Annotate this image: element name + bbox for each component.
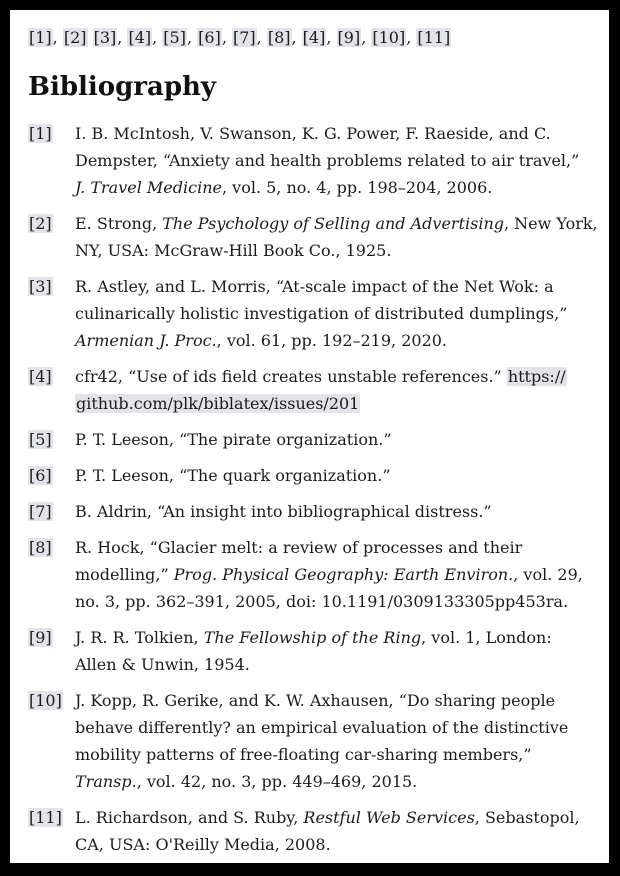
bibliography-entry [28,363,595,417]
entry-label [28,804,75,858]
entry-line [75,300,595,327]
bibliography-heading: Bibliography [28,72,217,102]
entry-label [28,120,75,201]
text-segment: J. R. R. Tolkien, [75,628,204,647]
text-segment: modelling,” [75,565,174,584]
text-segment: , Sebastopol, [474,808,580,827]
entry-label [28,687,75,795]
entry-label [28,498,75,525]
entry-label [28,462,75,489]
entry-text [75,426,595,453]
text-segment: I. B. McIntosh, V. Swanson, K. G. Power, F. Raeside, and C. [75,124,551,143]
citation-separator: , [152,28,163,47]
text-segment: E. Strong, [75,214,163,233]
entry-line [75,147,595,174]
text-segment: Transp. [75,772,137,791]
entry-line [75,588,595,615]
text-segment: mobility patterns of free-floating car-sharing members,” [75,745,532,764]
citation-separator: , [326,28,337,47]
entry-line [75,237,598,264]
entry-text [75,120,595,201]
entry-line [75,462,595,489]
citation-link[interactable]: [9] [337,28,361,47]
entry-line [75,327,595,354]
text-segment: L. Richardson, and S. Ruby, [75,808,304,827]
entry-label [28,624,75,678]
entry-label [28,210,75,264]
entry-text [75,273,595,354]
entry-line [75,363,595,390]
entry-number-link[interactable]: [6] [29,466,52,485]
citation-link[interactable]: [8] [267,28,291,47]
text-segment: The Fellowship of the Ring [203,628,422,647]
citation-separator: , [291,28,302,47]
entry-number-link[interactable]: [5] [29,430,52,449]
citation-link[interactable]: [2] [63,28,87,47]
entry-line [75,120,595,147]
bibliography-entry [28,210,598,264]
entry-line [75,768,595,795]
text-segment: cfr42, “Use of ids field creates unstable references.” [75,367,507,386]
text-segment: B. Aldrin, “An insight into bibliographical distress.” [75,502,492,521]
entry-line [75,210,598,237]
entry-line [75,714,595,741]
bibliography-entry [28,687,595,795]
text-segment: Allen & Unwin, 1954. [75,655,250,674]
citation-link[interactable]: [3] [93,28,117,47]
entry-number-link[interactable]: [2] [29,214,52,233]
text-segment: , vol. 29, [513,565,583,584]
entry-line [75,534,595,561]
text-segment: J. Kopp, R. Gerike, and K. W. Axhausen, “Do sharing people [75,691,556,710]
text-segment: Dempster, “Anxiety and health problems related to air travel,” [75,151,580,170]
bibliography-entry [28,426,595,453]
bibliography-entry [28,120,595,201]
entry-line [75,741,595,768]
bibliography-list [28,120,598,858]
entry-number-link[interactable]: [10] [29,691,62,710]
entry-label [28,426,75,453]
citation-link[interactable]: [11] [417,28,451,47]
entry-label [28,534,75,615]
entry-line [75,561,595,588]
citation-separator: , [221,28,232,47]
text-segment: no. 3, pp. 362–391, 2005, doi: 10.1191/0309133305pp453ra. [75,592,569,611]
text-segment: Restful Web Services [303,808,475,827]
bibliography-entry [28,534,595,615]
external-link[interactable]: https:// [507,367,566,386]
entry-text [75,210,598,264]
text-segment: , vol. 5, no. 4, pp. 198–204, 2006. [221,178,493,197]
citation-separator [88,28,93,47]
document-page [10,10,609,863]
text-segment: R. Hock, “Glacier melt: a review of processes and their [75,538,523,557]
citation-link[interactable]: [7] [232,28,256,47]
entry-number-link[interactable]: [4] [29,367,52,386]
text-segment: The Psychology of Selling and Advertising [162,214,504,233]
entry-text [75,498,595,525]
entry-line [75,273,595,300]
entry-number-link[interactable]: [11] [29,808,62,827]
entry-line [75,390,595,417]
text-segment: , New York, [503,214,598,233]
citation-separator: , [52,28,63,47]
text-segment: J. Travel Medicine [75,178,222,197]
entry-line [75,498,595,525]
entry-text [75,363,595,417]
text-segment: , vol. 1, London: [421,628,552,647]
citation-separator: , [186,28,198,47]
bibliography-entry [28,462,595,489]
bibliography-entry [28,624,595,678]
bibliography-entry [28,273,595,354]
citation-link[interactable]: [10] [372,28,406,47]
entry-line [75,804,595,831]
citation-link[interactable]: [4] [302,28,326,47]
text-segment: behave differently? an empirical evaluation of the distinctive [75,718,569,737]
entry-line [75,831,595,858]
entry-line [75,426,595,453]
entry-number-link[interactable]: [3] [29,277,52,296]
entry-text [75,687,595,795]
entry-label [28,273,75,354]
citation-line [28,28,595,48]
text-segment: NY, USA: McGraw-Hill Book Co., 1925. [75,241,392,260]
entry-number-link[interactable]: [7] [29,502,52,521]
entry-number-link[interactable]: [8] [29,538,52,557]
citation-separator: , [117,28,128,47]
text-segment: CA, USA: O'Reilly Media, 2008. [75,835,331,854]
entry-text [75,462,595,489]
entry-number-link[interactable]: [1] [29,124,52,143]
citation-link[interactable]: [6] [198,28,221,47]
bibliography-entry [28,804,595,858]
entry-line [75,651,595,678]
text-segment: P. T. Leeson, “The quark organization.” [75,466,391,485]
text-segment: P. T. Leeson, “The pirate organization.” [75,430,392,449]
entry-line [75,624,595,651]
text-segment: culinarically holistic investigation of distributed dumplings,” [75,304,568,323]
bibliography-entry [28,498,595,525]
entry-text [75,624,595,678]
entry-text [75,804,595,858]
text-segment: R. Astley, and L. Morris, “At-scale impact of the Net Wok: a [75,277,554,296]
citation-separator: , [406,28,417,47]
entry-text [75,534,595,615]
citation-link[interactable]: [5] [163,28,186,47]
citation-separator: , [361,28,372,47]
external-link[interactable]: github.com/plk/biblatex/issues/201 [76,394,360,413]
citation-separator: , [256,28,267,47]
text-segment: Prog. Physical Geography: Earth Environ. [173,565,514,584]
citation-link[interactable]: [1] [29,28,52,47]
text-segment: , vol. 42, no. 3, pp. 449–469, 2015. [136,772,418,791]
text-segment: Armenian J. Proc. [75,331,217,350]
entry-line [75,687,595,714]
entry-line [75,174,595,201]
entry-label [28,363,75,417]
entry-number-link[interactable]: [9] [29,628,52,647]
citation-link[interactable]: [4] [128,28,152,47]
text-segment: , vol. 61, pp. 192–219, 2020. [216,331,448,350]
